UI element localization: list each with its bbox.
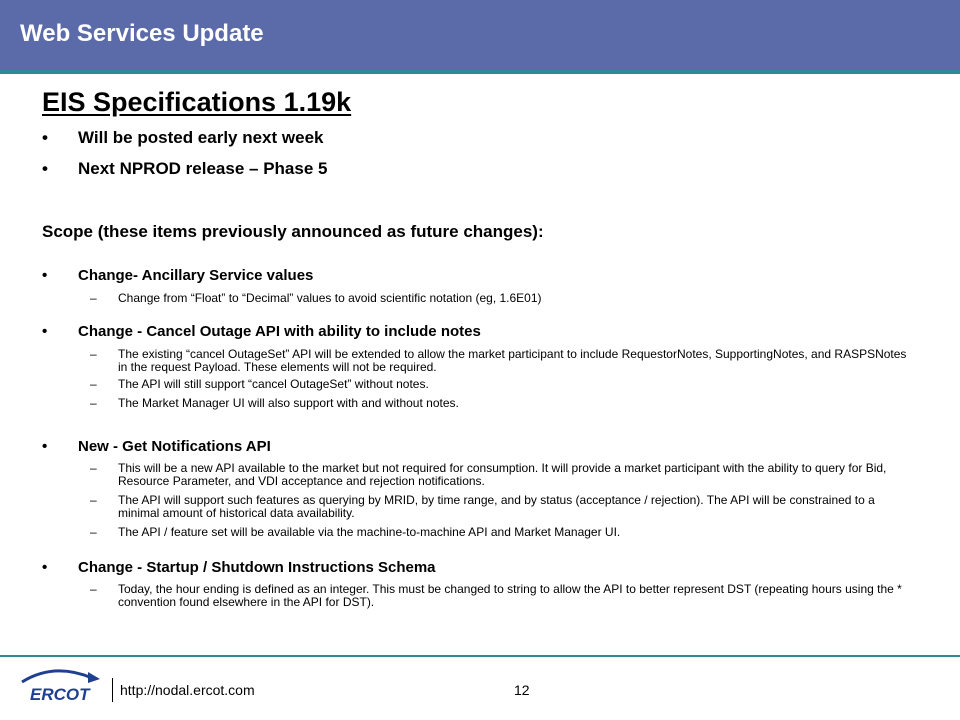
sub-item-text: The existing “cancel OutageSet” API will be extended to allow the market participant to include RequestorNotes, SupportingNotes, and RASPSNotes in the request Payload. These elements will not be required. [118, 347, 907, 374]
sub-item-text: Change from “Float” to “Decimal” values to avoid scientific notation (eg, 1.6E01) [118, 291, 542, 305]
dash-icon: – [90, 582, 97, 596]
section-heading-text: Change - Startup / Shutdown Instructions Schema [78, 559, 436, 576]
dash-icon: – [90, 396, 97, 410]
ercot-logo [14, 666, 104, 706]
logo-text: ERCOT [30, 685, 90, 704]
dash-icon: – [90, 525, 97, 539]
dash-icon: – [90, 377, 97, 391]
dash-icon: – [90, 291, 97, 305]
section-heading-text: Change- Ancillary Service values [78, 267, 314, 284]
footer-url[interactable]: http://nodal.ercot.com [120, 682, 255, 698]
bullet-text: Next NPROD release – Phase 5 [78, 159, 328, 178]
section-heading-text: Change - Cancel Outage API with ability to include notes [78, 323, 481, 340]
sub-item-text: This will be a new API available to the market but not required for consumption. It will provide a market participant with the ability to query for Bid, Resource Parameter, and VDI acceptance and rejection notifications. [118, 461, 887, 488]
bullet-text: Will be posted early next week [78, 128, 324, 147]
dash-icon: – [90, 493, 97, 507]
section-heading-text: New - Get Notifications API [78, 438, 271, 455]
bullet-icon: • [42, 323, 48, 340]
header-accent-stripe [0, 70, 960, 74]
sub-item-text: The API will still support “cancel OutageSet” without notes. [118, 377, 429, 391]
sub-item-text: The Market Manager UI will also support with and without notes. [118, 396, 459, 410]
footer-separator [112, 678, 113, 702]
sub-item-text: The API / feature set will be available via the machine-to-machine API and Market Manager UI. [118, 525, 621, 539]
dash-icon: – [90, 461, 97, 475]
slide-title: EIS Specifications 1.19k [42, 87, 352, 117]
dash-icon: – [90, 347, 97, 361]
scope-heading: Scope (these items previously announced as future changes): [42, 222, 544, 241]
bullet-icon: • [42, 128, 48, 147]
sub-item-text: Today, the hour ending is defined as an integer. This must be changed to string to allow the API to better represent DST (repeating hours using the * convention found elsewhere in the API for DST). [118, 582, 902, 609]
footer-divider [0, 655, 960, 657]
bullet-icon: • [42, 267, 48, 284]
bullet-icon: • [42, 559, 48, 576]
bullet-icon: • [42, 438, 48, 455]
header-title: Web Services Update [20, 20, 264, 47]
page-number: 12 [514, 682, 530, 698]
sub-item-text: The API will support such features as querying by MRID, by time range, and by status (acceptance / rejection). The API will be constrained to a minimal amount of historical data availability. [118, 493, 875, 520]
bullet-icon: • [42, 159, 48, 178]
